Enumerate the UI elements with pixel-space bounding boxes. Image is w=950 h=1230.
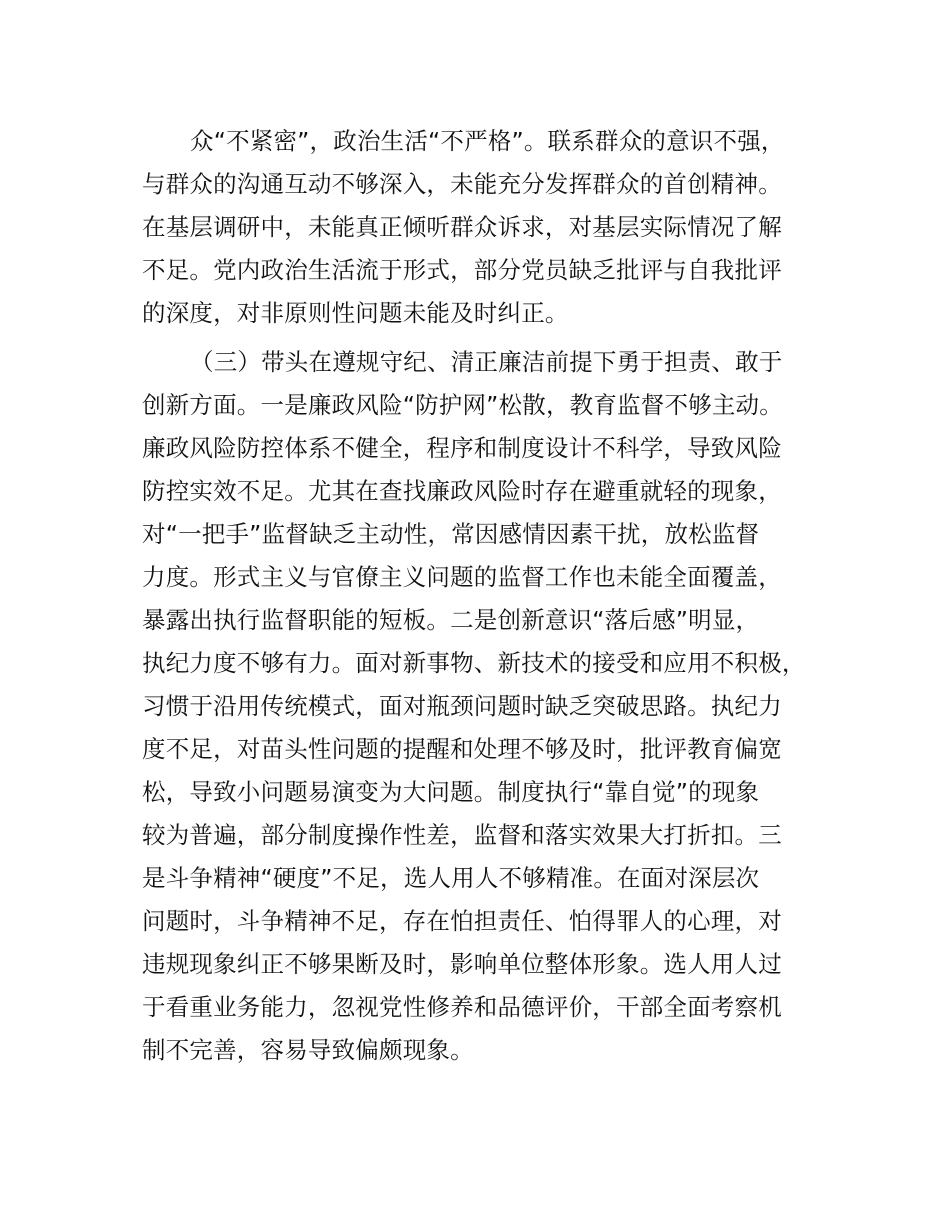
text-line: 与群众的沟通互动不够深入，未能充分发挥群众的首创精神。 [142,170,782,198]
text-line: 在基层调研中，未能真正倾听群众诉求，对基层实际情况了解 [142,213,782,241]
text-line: 创新方面。一是廉政风险“防护网”松散，教育监督不够主动。 [142,391,783,419]
text-line: 较为普遍，部分制度操作性差，监督和落实效果大打折扣。三 [142,821,782,849]
text-line: 制不完善，容易导致偏颇现象。 [142,1036,474,1064]
text-line: 度不足，对苗头性问题的提醒和处理不够及时，批评教育偏宽 [142,735,782,763]
text-line: 的深度，对非原则性问题未能及时纠正。 [142,299,569,327]
text-line: 对“一把手”监督缺乏主动性，常因感情因素干扰，放松监督 [142,520,760,548]
text-line: 防控实效不足。尤其在查找廉政风险时存在避重就轻的现象， [142,477,782,505]
text-line: 习惯于沿用传统模式，面对瓶颈问题时缺乏突破思路。执纪力 [142,692,782,720]
text-line: 是斗争精神“硬度”不足，选人用人不够精准。在面对深层次 [142,864,760,892]
text-line: 问题时，斗争精神不足，存在怕担责任、怕得罪人的心理，对 [142,907,782,935]
document-page [142,120,832,1115]
text-line [142,1072,832,1115]
paragraph-2 [142,341,832,1115]
section-heading-line: （三）带头在遵规守纪、清正廉洁前提下勇于担责、敢于 [190,348,783,376]
text-line: 不足。党内政治生活流于形式，部分党员缺乏批评与自我批评 [142,256,782,284]
text-line: 松，导致小问题易演变为大问题。制度执行“靠自觉”的现象 [142,778,760,806]
text-line: 于看重业务能力，忽视党性修养和品德评价，干部全面考察机 [142,993,782,1021]
text-line: 廉政风险防控体系不健全，程序和制度设计不科学，导致风险 [142,434,782,462]
text-line: 执纪力度不够有力。面对新事物、新技术的接受和应用不积极， [142,649,806,677]
text-line: 力度。形式主义与官僚主义问题的监督工作也未能全面覆盖， [142,563,782,591]
paragraph-1 [142,120,832,335]
text-line: 暴露出执行监督职能的短板。二是创新意识“落后感”明显， [142,606,760,634]
text-line: 众“不紧密”，政治生活“不严格”。联系群众的意识不强， [190,127,785,155]
text-line: 违规现象纠正不够果断及时，影响单位整体形象。选人用人过 [142,950,782,978]
